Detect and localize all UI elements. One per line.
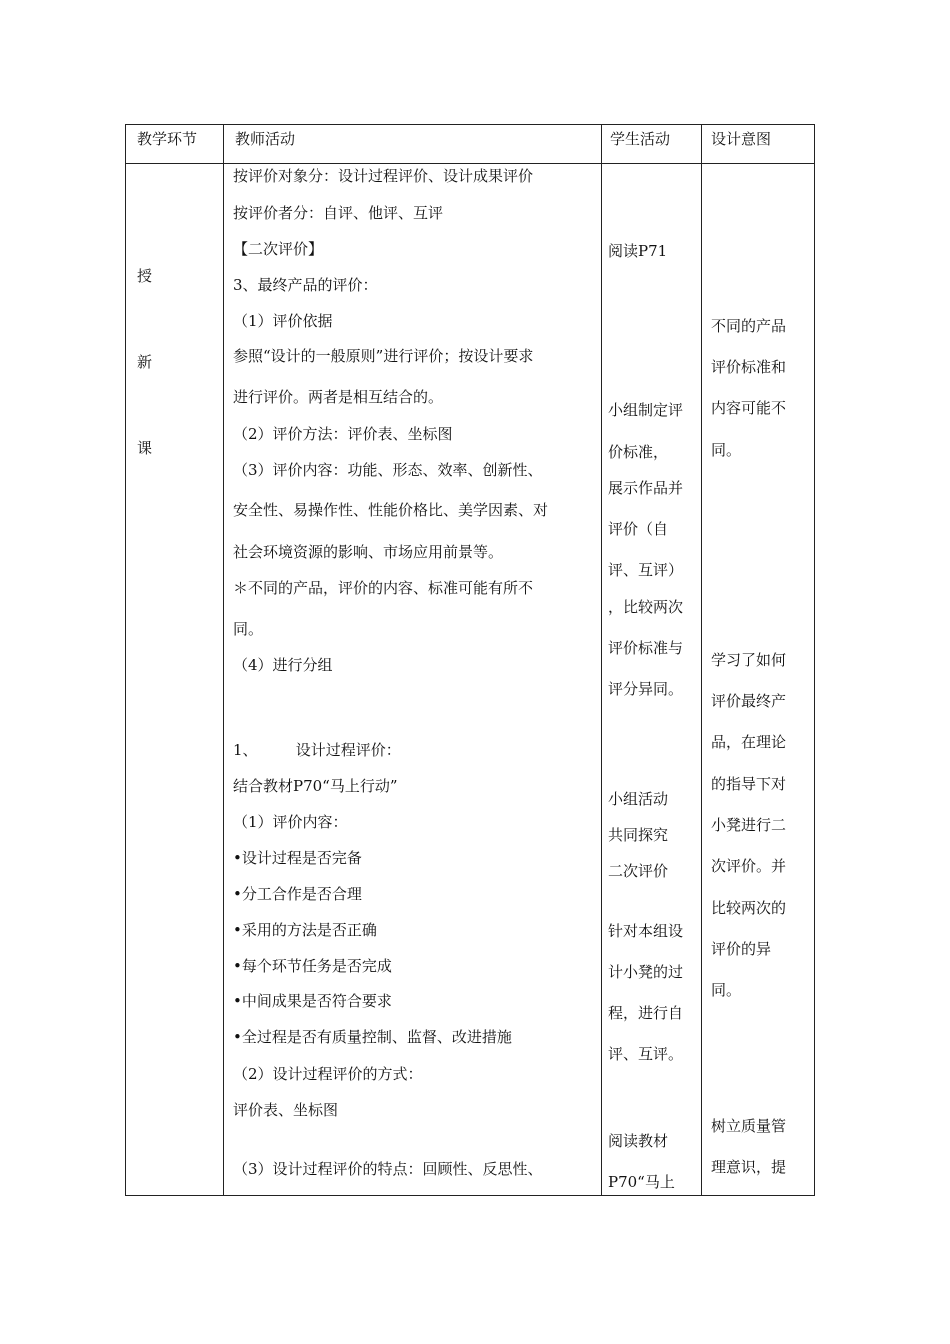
teacher-line: 安全性、易操作性、性能价格比、美学因素、对 (233, 501, 549, 519)
header-divider (126, 163, 814, 164)
student-line: 展示作品并 (608, 479, 684, 497)
intent-line: 小凳进行二 (711, 816, 787, 834)
teacher-line: •每个环节任务是否完成 (233, 957, 392, 975)
teacher-line: （3）评价内容：功能、形态、效率、创新性、 (233, 461, 543, 479)
column-divider (701, 125, 702, 1195)
student-line: 共同探究 (608, 826, 669, 844)
student-line: 评、互评） (608, 561, 684, 579)
student-line: 评价标准与 (608, 639, 684, 657)
teacher-line: （3）设计过程评价的特点：回顾性、反思性、 (233, 1160, 543, 1178)
teacher-line: （2）评价方法：评价表、坐标图 (233, 425, 453, 443)
teacher-line: 按评价者分：自评、他评、互评 (233, 204, 444, 222)
intent-line: 不同的产品 (711, 317, 787, 335)
header-teacher-activity: 教师活动 (235, 130, 296, 148)
student-line: P70“马上 (608, 1173, 675, 1191)
teacher-line: 评价表、坐标图 (233, 1101, 339, 1119)
student-line: 小组活动 (608, 790, 669, 808)
student-line: 针对本组设 (608, 922, 684, 940)
intent-line: 树立质量管 (711, 1117, 787, 1135)
header-student-activity: 学生活动 (610, 130, 671, 148)
teacher-line: •中间成果是否符合要求 (233, 992, 392, 1010)
header-stage: 教学环节 (137, 130, 198, 148)
teacher-line: 结合教材P70“马上行动” (233, 777, 398, 795)
student-line: 小组制定评 (608, 401, 684, 419)
student-line: 评、互评。 (608, 1045, 684, 1063)
intent-line: 学习了如何 (711, 651, 787, 669)
intent-line: 同。 (711, 981, 742, 999)
teacher-line: 1、 设计过程评价： (233, 741, 401, 759)
intent-line: 品，在理论 (711, 733, 787, 751)
teacher-line: 3、最终产品的评价： (233, 276, 378, 294)
header-design-intent: 设计意图 (711, 130, 772, 148)
intent-line: 理意识，提 (711, 1158, 787, 1176)
student-line: ，比较两次 (608, 598, 684, 616)
teacher-line: 同。 (233, 620, 264, 638)
teacher-line: （1）评价内容： (233, 813, 348, 831)
student-line: 评价（自 (608, 520, 669, 538)
teacher-line: 参照“设计的一般原则”进行评价；按设计要求 (233, 347, 534, 365)
teacher-line: 【二次评价】 (233, 240, 324, 258)
teacher-line: （4）进行分组 (233, 656, 333, 674)
stage-char: 新 (137, 353, 153, 371)
intent-line: 评价最终产 (711, 692, 787, 710)
teacher-line: （2）设计过程评价的方式： (233, 1065, 423, 1083)
student-line: 二次评价 (608, 862, 669, 880)
teacher-line: （1）评价依据 (233, 312, 333, 330)
teacher-line: •设计过程是否完备 (233, 849, 362, 867)
student-line: 价标准， (608, 443, 669, 461)
teacher-line: •全过程是否有质量控制、监督、改进措施 (233, 1028, 512, 1046)
intent-line: 评价标准和 (711, 358, 787, 376)
intent-line: 内容可能不 (711, 399, 787, 417)
lesson-plan-table (125, 124, 815, 1196)
intent-line: 的指导下对 (711, 775, 787, 793)
teacher-line: ＊不同的产品，评价的内容、标准可能有所不 (233, 579, 534, 597)
teacher-line: •分工合作是否合理 (233, 885, 362, 903)
column-divider (601, 125, 602, 1195)
teacher-line: 按评价对象分：设计过程评价、设计成果评价 (233, 167, 534, 185)
teacher-line: 社会环境资源的影响、市场应用前景等。 (233, 543, 504, 561)
student-line: 阅读P71 (608, 242, 668, 260)
teacher-line: 进行评价。两者是相互结合的。 (233, 388, 444, 406)
stage-char: 授 (137, 267, 153, 285)
intent-line: 同。 (711, 441, 742, 459)
column-divider (223, 125, 224, 1195)
stage-char: 课 (137, 439, 153, 457)
student-line: 程，进行自 (608, 1004, 684, 1022)
intent-line: 比较两次的 (711, 899, 787, 917)
intent-line: 次评价。并 (711, 857, 787, 875)
student-line: 阅读教材 (608, 1132, 669, 1150)
student-line: 计小凳的过 (608, 963, 684, 981)
intent-line: 评价的异 (711, 940, 772, 958)
student-line: 评分异同。 (608, 680, 684, 698)
teacher-line: •采用的方法是否正确 (233, 921, 377, 939)
